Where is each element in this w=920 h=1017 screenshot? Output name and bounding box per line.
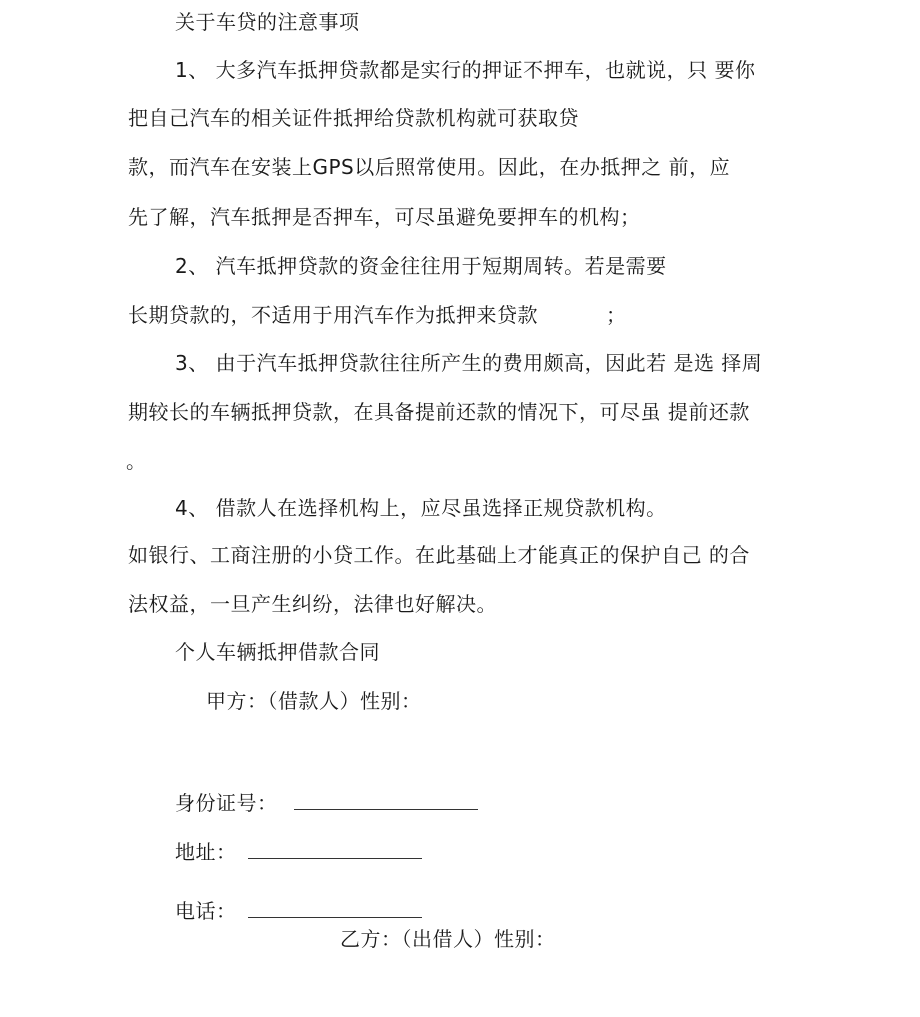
note-item-3-line-2: 期较长的车辆抵押贷款，在具备提前还款的情况下，可尽虽 提前还款 — [128, 400, 750, 424]
note-item-4-line-2: 如银行、工商注册的小贷工作。在此基础上才能真正的保护自己 的合 — [128, 543, 750, 567]
phone-label: 电话： — [175, 899, 237, 923]
note-item-4-line-3: 法权益，一旦产生纠纷，法律也好解决。 — [128, 592, 497, 616]
note-item-1-line-3: 款，而汽车在安装上GPS以后照常使用。因此，在办抵押之 前，应 — [128, 155, 731, 179]
note-item-1-line-4: 先了解，汽车抵押是否押车，可尽虽避免要押车的机构； — [128, 205, 641, 229]
address-blank[interactable] — [248, 858, 422, 859]
note-item-2-line-2: 长期贷款的，不适用于用汽车作为抵押来贷款 — [128, 303, 538, 327]
note-item-3-line-1: 3、 由于汽车抵押贷款往往所产生的费用颇高，因此若 是选 择周 — [175, 351, 763, 375]
address-label: 地址： — [175, 840, 237, 864]
note-item-1-line-1: 1、 大多汽车抵押贷款都是实行的押证不押车，也就说，只 要你 — [175, 58, 756, 82]
id-number-blank[interactable] — [294, 809, 478, 810]
phone-blank[interactable] — [248, 917, 422, 918]
note-item-2-semicolon: ； — [606, 303, 627, 327]
note-item-2-line-1: 2、 汽车抵押贷款的资金往往用于短期周转。若是需要 — [175, 254, 667, 278]
contract-title: 个人车辆抵押借款合同 — [175, 640, 380, 664]
id-number-label: 身份证号： — [175, 791, 278, 815]
party-b-label: 乙方：（出借人）性别： — [340, 927, 556, 951]
note-item-4-line-1: 4、 借款人在选择机构上，应尽虽选择正规贷款机构。 — [175, 496, 667, 520]
notes-title: 关于车贷的注意事项 — [175, 10, 360, 34]
note-item-1-line-2: 把自己汽车的相关证件抵押给贷款机构就可获取贷 — [128, 106, 579, 130]
note-item-3-period: 。 — [126, 449, 147, 473]
party-a-label: 甲方：（借款人）性别： — [206, 689, 422, 713]
